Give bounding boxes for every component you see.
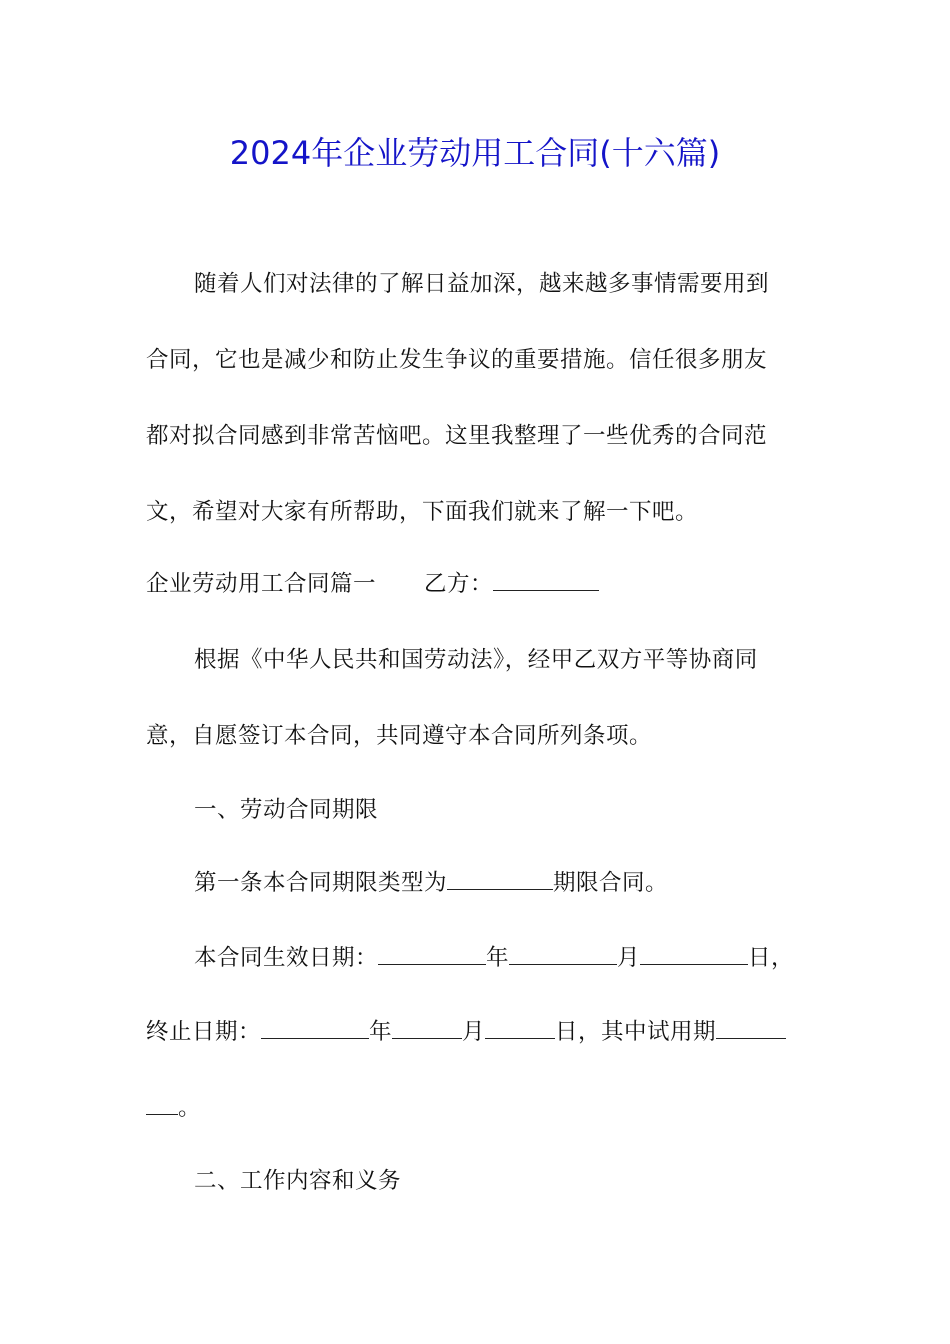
end-month-unit: 月 [462,1019,486,1045]
probation-end-line [146,1091,201,1125]
chapter-heading: 企业劳动用工合同篇一 [146,571,377,597]
end-day-blank [485,1020,555,1039]
effective-date-label: 本合同生效日期： [194,945,379,971]
article-1-line [194,866,668,900]
probation-period-end: 。 [178,1095,202,1121]
party-b-blank [493,572,599,591]
article-1-suffix: 期限合同。 [553,870,669,896]
effective-day-unit: 日， [748,945,795,971]
party-b-label: 乙方： [424,571,494,597]
effective-year-unit: 年 [486,945,510,971]
intro-line-3: 都对拟合同感到非常苦恼吧。这里我整理了一些优秀的合同范 [146,423,768,449]
contract-type-blank [447,871,553,890]
intro-line-2: 合同，它也是减少和防止发生争议的重要措施。信任很多朋友 [146,347,768,373]
effective-year-blank [378,946,486,965]
section-2-heading: 二、工作内容和义务 [194,1168,402,1194]
chapter-heading-line [146,567,599,601]
section-1-heading: 一、劳动合同期限 [194,797,379,823]
basis-line-2: 意，自愿签订本合同，共同遵守本合同所列条项。 [146,723,653,749]
effective-month-blank [509,946,617,965]
probation-blank-continued [146,1096,178,1115]
effective-date-line [194,941,794,975]
intro-line-4: 文，希望对大家有所帮助，下面我们就来了解一下吧。 [146,499,699,525]
article-1-prefix: 第一条本合同期限类型为 [194,870,448,896]
end-year-blank [261,1020,369,1039]
end-date-label: 终止日期： [146,1019,262,1045]
effective-day-blank [640,946,748,965]
intro-line-1: 随着人们对法律的了解日益加深，越来越多事情需要用到 [194,271,770,297]
document-title: 2024年企业劳动用工合同(十六篇) [229,134,721,172]
end-month-blank [392,1020,462,1039]
end-year-unit: 年 [369,1019,393,1045]
end-date-line [146,1015,786,1049]
probation-blank [716,1020,786,1039]
effective-month-unit: 月 [617,945,641,971]
basis-line-1: 根据《中华人民共和国劳动法》，经甲乙双方平等协商同 [194,647,758,673]
probation-label: 日，其中试用期 [555,1019,717,1045]
